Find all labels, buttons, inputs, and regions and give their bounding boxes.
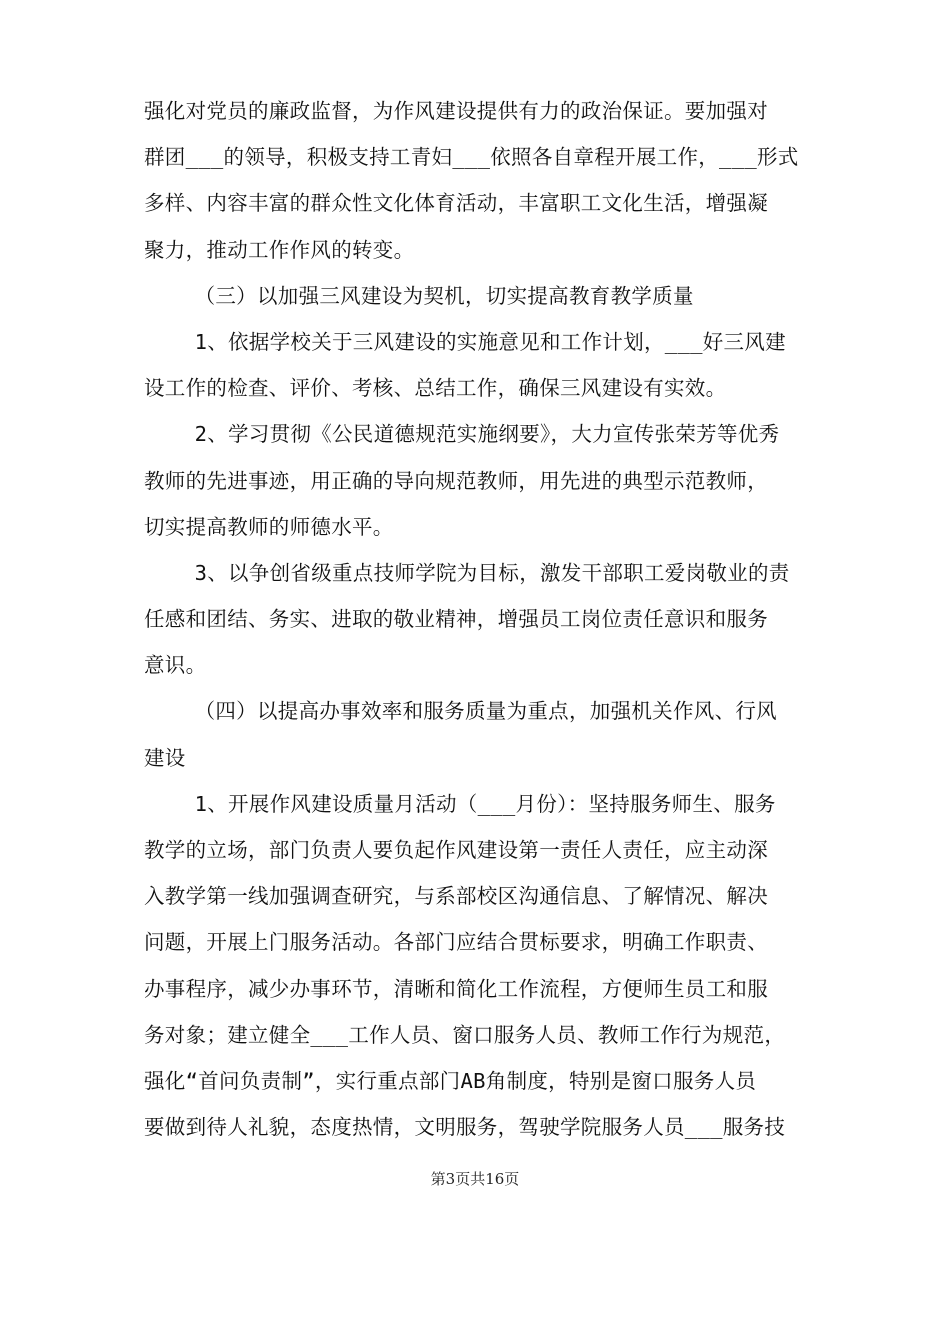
text-line: 设工作的检查、评价、考核、总结工作，确保三风建设有实效。 — [144, 376, 727, 401]
text-line: 聚力，推动工作作风的转变。 — [144, 237, 415, 262]
text-line: 任感和团结、务实、进取的敬业精神，增强员工岗位责任意识和服务 — [144, 607, 768, 632]
text-line: 教学的立场，部门负责人要负起作风建设第一责任人责任，应主动深 — [144, 838, 768, 862]
text-line: 要做到待人礼貌，态度热情，文明服务，驾驶学院服务人员___服务技 — [144, 1115, 786, 1140]
text-line: 切实提高教师的师德水平。 — [144, 514, 394, 539]
text-line: 群团___的领导，积极支持工青妇___依照各自章程开展工作，___形式 — [144, 145, 799, 170]
text-line: 2、学习贯彻《公民道德规范实施纲要》，大力宣传张荣芳等优秀 — [144, 422, 780, 447]
text-line: 1、依据学校关于三风建设的实施意见和工作计划，___好三风建 — [144, 329, 786, 354]
section-heading: （三）以加强三风建设为契机，切实提高教育教学质量 — [144, 283, 694, 308]
text-line: 多样、内容丰富的群众性文化体育活动，丰富职工文化生活，增强凝 — [144, 191, 768, 216]
text-line: 教师的先进事迹，用正确的导向规范教师，用先进的典型示范教师， — [144, 468, 768, 493]
text-line: 3、以争创省级重点技师学院为目标，激发干部职工爱岗敬业的责 — [144, 560, 790, 585]
text-line: 办事程序，减少办事环节，清晰和简化工作流程，方便师生员工和服 — [144, 976, 768, 1001]
page-number: 第3页共16页 — [430, 1170, 520, 1188]
text-line: 强化对党员的廉政监督，为作风建设提供有力的政治保证。要加强对 — [144, 99, 768, 123]
text-line: 意识。 — [144, 653, 207, 678]
text-line: 问题，开展上门服务活动。各部门应结合贯标要求，明确工作职责、 — [144, 930, 768, 955]
text-line: 入教学第一线加强调查研究，与系部校区沟通信息、了解情况、解决 — [144, 884, 768, 909]
text-line: 强化“首问负责制”，实行重点部门AB角制度，特别是窗口服务人员 — [144, 1068, 757, 1093]
text-line: 1、开展作风建设质量月活动（___月份）：坚持服务师生、服务 — [144, 791, 776, 816]
text-line: 务对象；建立健全___工作人员、窗口服务人员、教师工作行为规范， — [144, 1022, 786, 1047]
section-heading: （四）以提高办事效率和服务质量为重点，加强机关作风、行风 — [144, 699, 777, 724]
section-heading: 建设 — [144, 745, 186, 770]
document-body — [144, 88, 824, 1150]
